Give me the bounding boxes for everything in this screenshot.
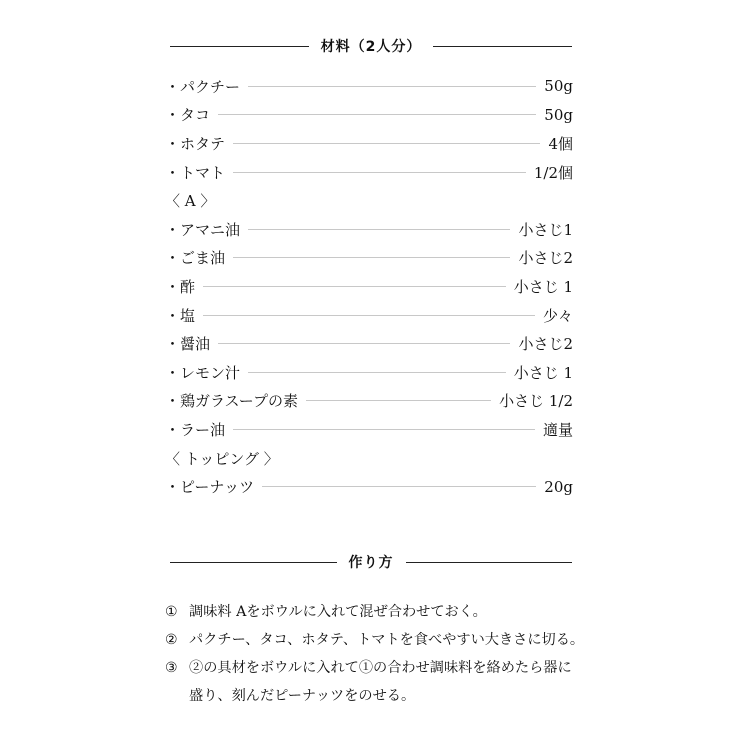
leader-line [248, 86, 536, 87]
step-item [165, 654, 585, 710]
ingredient-name: ・アマニ油 [165, 220, 241, 239]
method-header [170, 552, 572, 572]
ingredient-row [165, 387, 573, 416]
header-rule-right [433, 46, 572, 47]
leader-line [248, 229, 510, 230]
step-number: ③ [165, 660, 178, 676]
ingredient-amount: 小さじ2 [518, 249, 573, 268]
ingredient-row [165, 158, 573, 187]
ingredients-title: 材料（2人分） [320, 39, 422, 55]
ingredient-row [165, 472, 573, 501]
ingredient-amount: 小さじ2 [518, 335, 573, 354]
step-text: ②の具材をボウルに入れて①の合わせ調味料を絡めたら器に盛り、刻んだピーナッツをのせる。 [189, 660, 572, 704]
leader-line [218, 114, 536, 115]
ingredient-amount: 小さじ 1/2 [499, 392, 573, 411]
step-text: パクチー、タコ、ホタテ、トマトを食べやすい大きさに切る。 [189, 632, 585, 648]
step-item [165, 626, 585, 654]
ingredient-row [165, 358, 573, 387]
ingredient-row [165, 329, 573, 358]
ingredient-row [165, 272, 573, 301]
ingredient-name: ・酢 [165, 277, 196, 296]
ingredient-name: ・ピーナッツ [165, 478, 255, 497]
ingredient-list [165, 72, 573, 501]
header-rule-left [170, 46, 309, 47]
step-list [165, 598, 585, 710]
ingredient-row [165, 301, 573, 330]
method-title: 作り方 [348, 555, 394, 571]
ingredient-amount: 小さじ 1 [513, 363, 573, 382]
header-rule-left [170, 562, 337, 563]
ingredient-name: ・ごま油 [165, 249, 226, 268]
leader-line [262, 486, 536, 487]
leader-line [233, 257, 510, 258]
leader-line [233, 143, 540, 144]
ingredient-amount: 小さじ1 [518, 220, 573, 239]
ingredient-name: ・タコ [165, 106, 211, 125]
ingredient-name: ・トマト [165, 163, 226, 182]
ingredient-amount: 1/2個 [533, 163, 573, 182]
step-number: ② [165, 632, 178, 648]
leader-line [248, 372, 506, 373]
ingredient-row [165, 244, 573, 273]
ingredient-amount: 小さじ 1 [513, 277, 573, 296]
ingredient-amount: 20g [544, 477, 573, 496]
ingredient-row [165, 101, 573, 130]
step-number: ① [165, 604, 178, 620]
ingredient-group-label: 〈 A 〉 [165, 192, 216, 211]
leader-line [233, 172, 526, 173]
ingredient-name: ・ホタテ [165, 134, 226, 153]
leader-line [203, 315, 535, 316]
ingredient-name: ・ラー油 [165, 420, 226, 439]
ingredient-name: ・醤油 [165, 335, 211, 354]
leader-line [306, 400, 491, 401]
step-item [165, 598, 585, 626]
step-text: 調味料 Aをボウルに入れて混ぜ合わせておく。 [189, 604, 487, 620]
leader-line [233, 429, 535, 430]
leader-line [203, 286, 506, 287]
ingredient-amount: 少々 [542, 306, 573, 325]
ingredient-name: ・パクチー [165, 77, 241, 96]
ingredient-amount: 適量 [542, 420, 573, 439]
ingredients-header [170, 36, 572, 56]
ingredient-name: ・鶏ガラスープの素 [165, 392, 299, 411]
leader-line [218, 343, 510, 344]
ingredient-row [165, 415, 573, 444]
ingredient-name: ・塩 [165, 306, 196, 325]
ingredient-row [165, 215, 573, 244]
ingredient-name: ・レモン汁 [165, 363, 241, 382]
ingredient-amount: 50g [544, 105, 573, 124]
ingredient-amount: 4個 [548, 134, 573, 153]
ingredient-group-label: 〈 トッピング 〉 [165, 449, 279, 468]
header-rule-right [406, 562, 573, 563]
ingredient-amount: 50g [544, 77, 573, 96]
ingredient-row [165, 129, 573, 158]
ingredient-row [165, 72, 573, 101]
